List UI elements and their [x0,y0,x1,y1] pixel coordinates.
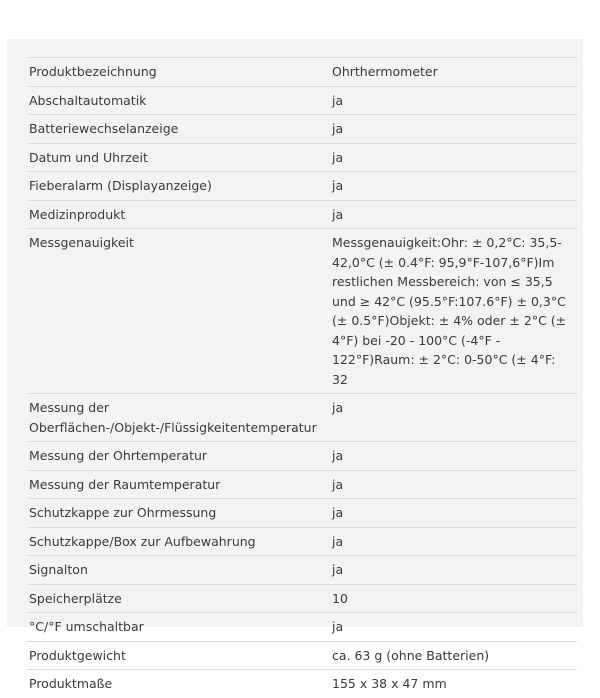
table-row [27,613,577,642]
spec-value: 10 [332,590,348,606]
spec-value: ja [332,476,344,492]
spec-value: Ohrthermometer [332,64,438,79]
table-row [27,499,577,528]
spec-value: ja [332,505,344,520]
spec-value: ja [332,562,344,577]
spec-value: ja [332,92,344,108]
spec-label: Messung der Raumtemperatur [29,476,221,492]
table-row [27,584,577,613]
spec-value: ja [332,178,344,193]
table-row [27,670,577,698]
spec-label: Signalton [29,562,88,577]
spec-value: ja [332,448,344,463]
spec-value: 155 x 38 x 47 mm [332,676,447,691]
table-row [27,200,577,229]
spec-label: Produktbezeichnung [29,64,157,79]
table-row [27,556,577,585]
spec-label: Schutzkappe/Box zur Aufbewahrung [29,533,256,549]
spec-value: ja [332,206,344,222]
table-row [27,229,577,394]
table-row [27,58,577,87]
spec-value: ja [332,149,344,165]
spec-label: Speicherplätze [29,590,122,606]
table-row [27,470,577,499]
table-row [27,86,577,115]
spec-value: ca. 63 g (ohne Batterien) [332,647,490,663]
spec-value: ja [332,619,344,634]
spec-label: Batteriewechselanzeige [29,121,179,136]
specs-table [27,57,577,698]
spec-label: °C/°F umschaltbar [29,619,144,634]
spec-value: ja [332,400,344,415]
spec-label: Abschaltautomatik [29,92,147,108]
spec-label: Produktgewicht [29,647,126,663]
table-row [27,172,577,201]
spec-label: Messung der Oberflächen-/Objekt-/Flüssigkeitentemperatur [29,400,317,435]
spec-label: Medizinprodukt [29,206,126,222]
spec-value: ja [332,121,344,136]
table-row [27,527,577,556]
table-row [27,394,577,442]
product-specs-panel [7,39,583,691]
spec-label: Produktmaße [29,676,113,691]
table-row [27,442,577,471]
spec-label: Messgenauigkeit [29,235,134,250]
table-row [27,143,577,172]
spec-label: Schutzkappe zur Ohrmessung [29,505,217,520]
spec-value: Messgenauigkeit:Ohr: ± 0,2°C: 35,5-42,0°C (± 0.4°F: 95,9°F-107,6°F)Im restlichen Messbereich: von ≤ 35,5 und ≥ 42°C (95.5°F:107.6°F) ± 0,3°C (± 0.5°F)Objekt: ± 4% oder ± 2°C (± 4°F) bei -20 - 100°C (-4°F - 122°F)Raum: ± 2°C: 0-50°C (± 4°F: 32 [332,235,567,387]
spec-value: ja [332,533,344,549]
spec-label: Datum und Uhrzeit [29,149,148,165]
table-row [27,641,577,670]
table-row [27,115,577,144]
spec-label: Messung der Ohrtemperatur [29,448,208,463]
spec-label: Fieberalarm (Displayanzeige) [29,178,212,193]
